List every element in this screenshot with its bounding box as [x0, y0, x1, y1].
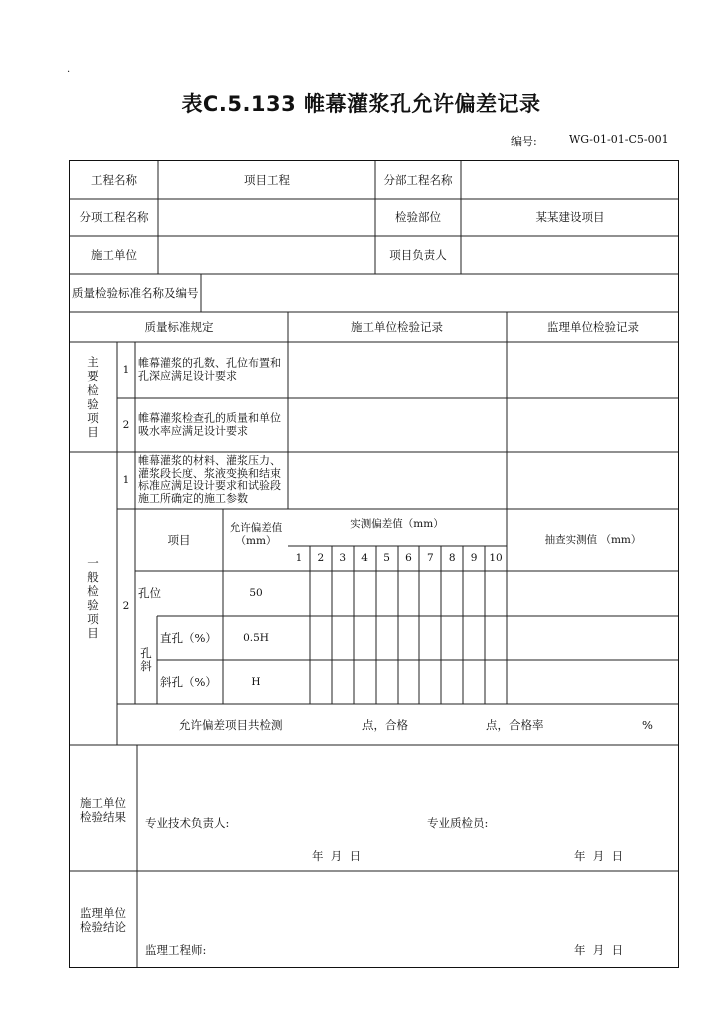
summary-text-b: 点，合格: [362, 718, 408, 732]
code-value: WG-01-01-C5-001: [569, 133, 669, 146]
measure-number-4: 4: [361, 552, 368, 564]
inspection-form: [69, 160, 679, 968]
form-grid-lines: [69, 160, 679, 968]
row-straight-hole-allowed: 0.5H: [243, 632, 269, 644]
construction-record-header: 施工单位检验记录: [351, 320, 443, 334]
page-title: 表C.5.133 帷幕灌浆孔允许偏差记录: [181, 92, 541, 116]
inspection-part-label: 检验部位: [395, 210, 441, 224]
main-item-1-text: 帷幕灌浆的孔数、孔位布置和孔深应满足设计要求: [138, 356, 281, 382]
project-manager-label: 项目负责人: [389, 248, 447, 262]
measure-number-5: 5: [383, 552, 390, 564]
measure-number-6: 6: [405, 552, 412, 564]
sub-project-label: 分部工程名称: [383, 173, 453, 187]
hole-slope-label: 孔斜: [140, 646, 152, 673]
summary-text-a: 允许偏差项目共检测: [179, 718, 283, 732]
row-hole-position-label: 孔位: [138, 586, 161, 600]
row-inclined-hole-allowed: H: [251, 676, 261, 688]
summary-text-c: 点，合格率: [486, 718, 544, 732]
supervision-date: 年 月 日: [574, 943, 624, 957]
measure-number-10: 10: [489, 552, 503, 564]
spot-check-header: 抽查实测值 （mm）: [544, 534, 642, 546]
standard-value[interactable]: [209, 286, 669, 300]
main-item-2-text: 帷幕灌浆检查孔的质量和单位吸水率应满足设计要求: [138, 411, 281, 437]
main-item-2-number: 2: [122, 419, 130, 431]
inspection-part-value[interactable]: 某某建设项目: [535, 210, 605, 224]
row-hole-position-allowed: 50: [249, 587, 263, 599]
measured-deviation-header: 实测偏差值（mm）: [350, 518, 444, 530]
standard-label: 质量检验标准名称及编号: [72, 286, 199, 300]
construction-result-label: 施工单位检验结果: [80, 796, 126, 824]
tech-lead-label: 专业技术负责人:: [145, 816, 230, 830]
quality-standard-header: 质量标准规定: [144, 320, 214, 334]
measure-number-7: 7: [427, 552, 434, 564]
general-item-1-text: 帷幕灌浆的材料、灌浆压力、灌浆段长度、浆液变换和结束标准应满足设计要求和试验段施工所确定的施工参数: [138, 454, 281, 505]
measure-number-9: 9: [470, 552, 478, 564]
construction-unit-value[interactable]: [167, 248, 367, 262]
supervision-conclusion-label: 监理单位检验结论: [80, 906, 126, 934]
row-inclined-hole-label: 斜孔（%）: [160, 675, 217, 689]
engineer-label: 监理工程师:: [145, 943, 207, 957]
corner-mark: .: [67, 64, 71, 75]
main-item-1-number: 1: [122, 364, 130, 376]
measure-number-2: 2: [317, 552, 325, 564]
main-items-group-label: 主要检验项目: [87, 355, 99, 439]
sub-project-value[interactable]: [470, 173, 670, 187]
project-name-value[interactable]: 项目工程: [244, 173, 290, 187]
general-item-2-number: 2: [122, 600, 130, 612]
sub-item-value[interactable]: [167, 210, 367, 224]
general-item-1-number: 1: [122, 474, 130, 486]
general-items-group-label: 一般检验项目: [87, 556, 99, 640]
project-name-label: 工程名称: [91, 173, 137, 187]
summary-text-d: %: [642, 718, 653, 732]
construction-date-right: 年 月 日: [574, 849, 624, 863]
construction-date-left: 年 月 日: [312, 849, 362, 863]
sub-item-label: 分项工程名称: [79, 210, 149, 224]
measure-number-3: 3: [339, 552, 347, 564]
project-manager-value[interactable]: [470, 248, 670, 262]
supervision-record-header: 监理单位检验记录: [547, 320, 639, 334]
row-straight-hole-label: 直孔（%）: [160, 631, 217, 645]
allowed-deviation-unit: （mm）: [235, 535, 277, 547]
measure-number-1: 1: [295, 552, 303, 564]
inspector-label: 专业质检员:: [427, 816, 489, 830]
allowed-deviation-header: 允许偏差值: [229, 522, 283, 534]
measure-number-8: 8: [448, 552, 456, 564]
construction-unit-label: 施工单位: [91, 248, 137, 262]
code-label: 编号:: [511, 135, 537, 148]
deviation-item-header: 项目: [167, 533, 191, 547]
